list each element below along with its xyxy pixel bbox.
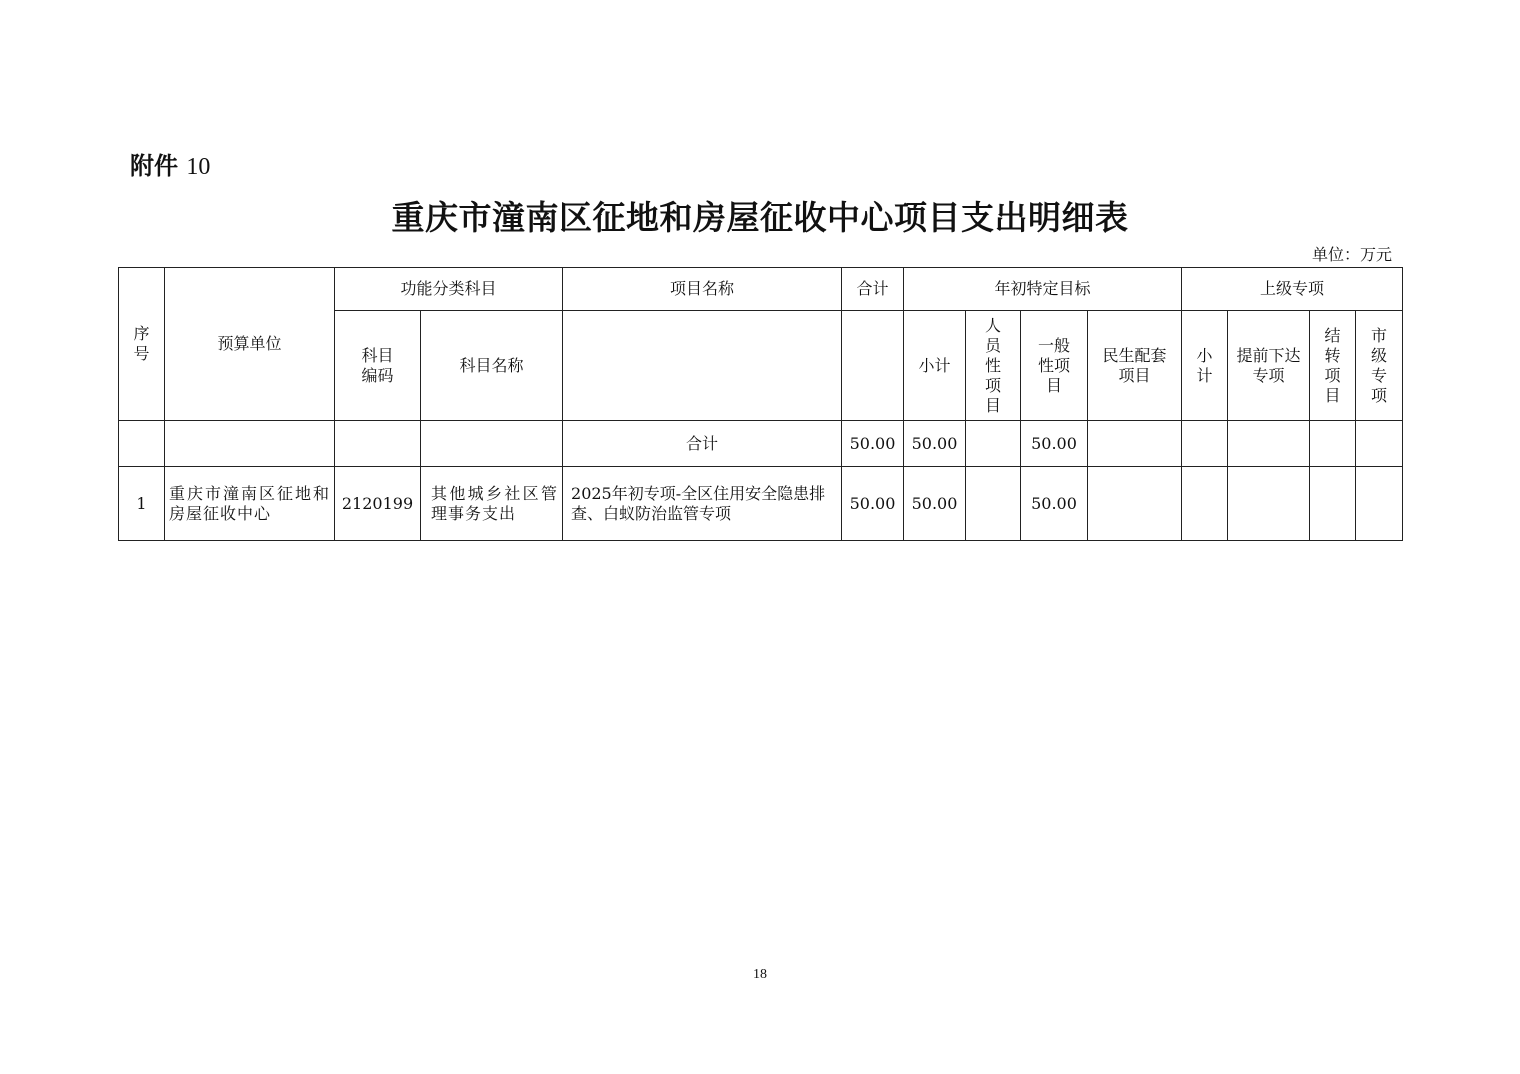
header-row-1 [119, 268, 1403, 311]
row-project-name [563, 467, 842, 541]
row-project-name-text: 2025年初专项-全区住用安全隐患排查、白蚁防治监管专项 [571, 483, 826, 523]
row-carryover [1310, 467, 1356, 541]
header-livelihood-text: 民生配套项目 [1102, 345, 1167, 385]
header-project-name: 项目名称 [563, 268, 842, 311]
total-row-livelihood [1088, 421, 1182, 467]
header-subject-code [335, 311, 421, 421]
row-general: 50.00 [1021, 467, 1088, 541]
row-annual-subtotal: 50.00 [904, 467, 966, 541]
header-superior: 上级专项 [1182, 268, 1403, 311]
total-row-carryover [1310, 421, 1356, 467]
row-total: 50.00 [842, 467, 904, 541]
header-general-text: 一般性项目 [1038, 335, 1071, 395]
total-row-seq [119, 421, 165, 467]
row-municipal [1356, 467, 1403, 541]
header-personnel [966, 311, 1021, 421]
page-number: 18 [753, 967, 767, 982]
expenditure-table [118, 267, 1403, 541]
page-title: 重庆市潼南区征地和房屋征收中心项目支出明细表 [391, 198, 1129, 237]
row-budget-unit [165, 467, 335, 541]
header-personnel-text: 人员性项目 [985, 315, 1002, 415]
header-total: 合计 [842, 268, 904, 311]
header-annual-subtotal: 小计 [904, 311, 966, 421]
total-row-unit [165, 421, 335, 467]
header-budget-unit: 预算单位 [165, 268, 335, 421]
row-personnel [966, 467, 1021, 541]
total-row-code [335, 421, 421, 467]
header-advance [1228, 311, 1310, 421]
attachment-label-text: 附件 [130, 152, 178, 180]
row-subject-code: 2120199 [335, 467, 421, 541]
row-seq: 1 [119, 467, 165, 541]
header-livelihood [1088, 311, 1182, 421]
row-livelihood [1088, 467, 1182, 541]
total-row-total: 50.00 [842, 421, 904, 467]
header-municipal-text: 市级专项 [1371, 325, 1388, 405]
header-municipal [1356, 311, 1403, 421]
total-row-personnel [966, 421, 1021, 467]
row-budget-unit-text: 重庆市潼南区征地和房屋征收中心 [169, 483, 330, 523]
total-row-advance [1228, 421, 1310, 467]
header-general [1021, 311, 1088, 421]
header-superior-subtotal [1182, 311, 1228, 421]
unit-label: 单位：万元 [1311, 245, 1392, 264]
header-superior-subtotal-text: 小计 [1196, 345, 1213, 385]
row-advance [1228, 467, 1310, 541]
total-row-general: 50.00 [1021, 421, 1088, 467]
header-function-class: 功能分类科目 [335, 268, 563, 311]
header-subject-code-text: 科目编码 [361, 345, 394, 385]
row-superior-subtotal [1182, 467, 1228, 541]
row-subject-name-text: 其他城乡社区管理事务支出 [431, 483, 559, 523]
total-row-annual-subtotal: 50.00 [904, 421, 966, 467]
header-subject-name: 科目名称 [421, 311, 563, 421]
attachment-label [130, 146, 210, 181]
total-row-subject [421, 421, 563, 467]
row-subject-name [421, 467, 563, 541]
total-row-label: 合计 [563, 421, 842, 467]
header-seq-text: 序号 [133, 324, 150, 363]
table-row [119, 467, 1403, 541]
header-total-empty [842, 311, 904, 421]
header-project-name-empty [563, 311, 842, 421]
header-carryover-text: 结转项目 [1324, 325, 1341, 405]
total-row-superior-subtotal [1182, 421, 1228, 467]
attachment-number: 10 [186, 154, 211, 180]
header-carryover [1310, 311, 1356, 421]
total-row-municipal [1356, 421, 1403, 467]
header-seq [119, 268, 165, 421]
header-annual-target: 年初特定目标 [904, 268, 1182, 311]
header-advance-text: 提前下达专项 [1236, 345, 1301, 385]
total-row [119, 421, 1403, 467]
